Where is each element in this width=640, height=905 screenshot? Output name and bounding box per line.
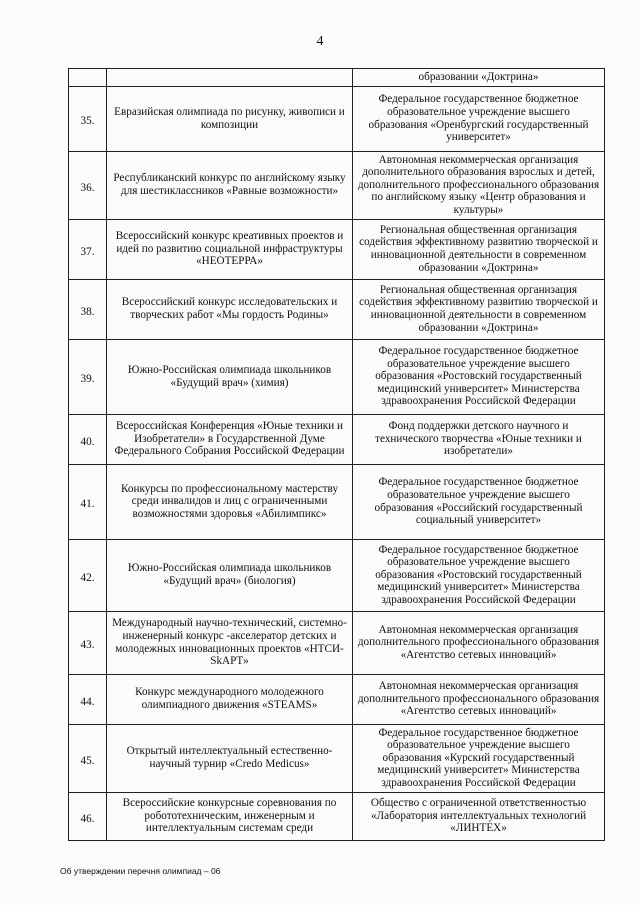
olympiad-name: Всероссийские конкурсные соревнования по робототехническим, инженерным и интеллектуальным системам среди (107, 792, 353, 840)
row-number: 42. (80, 571, 95, 584)
table-row (69, 339, 605, 414)
row-number: 41. (80, 498, 95, 511)
row-number: 45. (80, 754, 95, 767)
table-row (69, 464, 605, 539)
olympiad-name: Всероссийская Конференция «Юные техники и Изобретатели» в Государственной Думе Федерального Собрания Российской Федерации (107, 414, 353, 464)
olympiad-name: Открытый интеллектуальный естественно-научный турнир «Credo Medicus» (107, 724, 353, 792)
olympiad-name: Евразийская олимпиада по рисунку, живописи и композиции (107, 86, 353, 151)
footer-note: Об утверждении перечня олимпиад – 06 (60, 866, 221, 876)
table-row (69, 724, 605, 792)
olympiad-table (68, 68, 605, 841)
organizer: Общество с ограниченной ответственностью «Лаборатория интеллектуальных технологий «ЛИНТЕХ» (353, 792, 605, 840)
table-row (69, 279, 605, 339)
table-row (69, 611, 605, 674)
olympiad-name: Южно-Российская олимпиада школьников «Будущий врач» (биология) (107, 539, 353, 611)
row-number (69, 69, 107, 87)
organizer: Федеральное государственное бюджетное образовательное учреждение высшего образования «Российский государственный социальный университет» (353, 464, 605, 539)
row-number: 44. (80, 695, 95, 708)
row-number: 35. (80, 115, 95, 128)
row-number: 39. (80, 373, 95, 386)
row-number: 38. (80, 305, 95, 318)
organizer: Автономная некоммерческая организация дополнительного профессионального образования «Агентство сетевых инноваций» (353, 674, 605, 724)
table-row (69, 86, 605, 151)
organizer: Автономная некоммерческая организация дополнительного образования взрослых и детей, дополнительного профессионального образования по английскому языку «Центр образования и культуры» (353, 151, 605, 219)
organizer: Региональная общественная организация содействия эффективному развитию творческой и инновационной деятельности в современном образовании «Доктрина» (353, 219, 605, 279)
table-row (69, 219, 605, 279)
page-number: 4 (316, 34, 324, 49)
organizer: образовании «Доктрина» (353, 69, 605, 87)
olympiad-name: Международный научно-технический, системно-инженерный конкурс -акселератор детских и молодежных инновационных проектов «НТСИ-SkAPT» (107, 611, 353, 674)
olympiad-name: Конкурс международного молодежного олимпиадного движения «STEAMS» (107, 674, 353, 724)
table-row (69, 792, 605, 840)
table-row (69, 674, 605, 724)
olympiad-name: Южно-Российская олимпиада школьников «Будущий врач» (химия) (107, 339, 353, 414)
olympiad-name (107, 69, 353, 87)
organizer: Федеральное государственное бюджетное образовательное учреждение высшего образования «Курский государственный медицинский университет» Министерства здравоохранения Российской Федерации (353, 724, 605, 792)
row-number: 36. (80, 181, 95, 194)
olympiad-name: Конкурсы по профессиональному мастерству среди инвалидов и лиц с ограниченными возможностями здоровья «Абилимпикс» (107, 464, 353, 539)
table-row (69, 414, 605, 464)
row-number: 46. (80, 812, 95, 825)
row-number: 40. (80, 435, 95, 448)
row-number: 43. (80, 639, 95, 652)
table-row (69, 539, 605, 611)
row-number: 37. (80, 245, 95, 258)
olympiad-name: Всероссийский конкурс креативных проектов и идей по развитию социальной инфраструктуры «НЕОТЕРРА» (107, 219, 353, 279)
table-row (69, 151, 605, 219)
olympiad-name: Всероссийский конкурс исследовательских и творческих работ «Мы гордость Родины» (107, 279, 353, 339)
organizer: Автономная некоммерческая организация дополнительного профессионального образования «Агентство сетевых инноваций» (353, 611, 605, 674)
organizer: Фонд поддержки детского научного и технического творчества «Юные техники и изобретатели» (353, 414, 605, 464)
organizer: Федеральное государственное бюджетное образовательное учреждение высшего образования «Ростовский государственный медицинский университет» Министерства здравоохранения Российской Федерации (353, 539, 605, 611)
table-row-continuation (69, 69, 605, 87)
organizer: Федеральное государственное бюджетное образовательное учреждение высшего образования «Ростовский государственный медицинский университет» Министерства здравоохранения Российской Федерации (353, 339, 605, 414)
organizer: Региональная общественная организация содействия эффективному развитию творческой и инновационной деятельности в современном образовании «Доктрина» (353, 279, 605, 339)
organizer: Федеральное государственное бюджетное образовательное учреждение высшего образования «Оренбургский государственный университет» (353, 86, 605, 151)
olympiad-name: Республиканский конкурс по английскому языку для шестиклассников «Равные возможности» (107, 151, 353, 219)
